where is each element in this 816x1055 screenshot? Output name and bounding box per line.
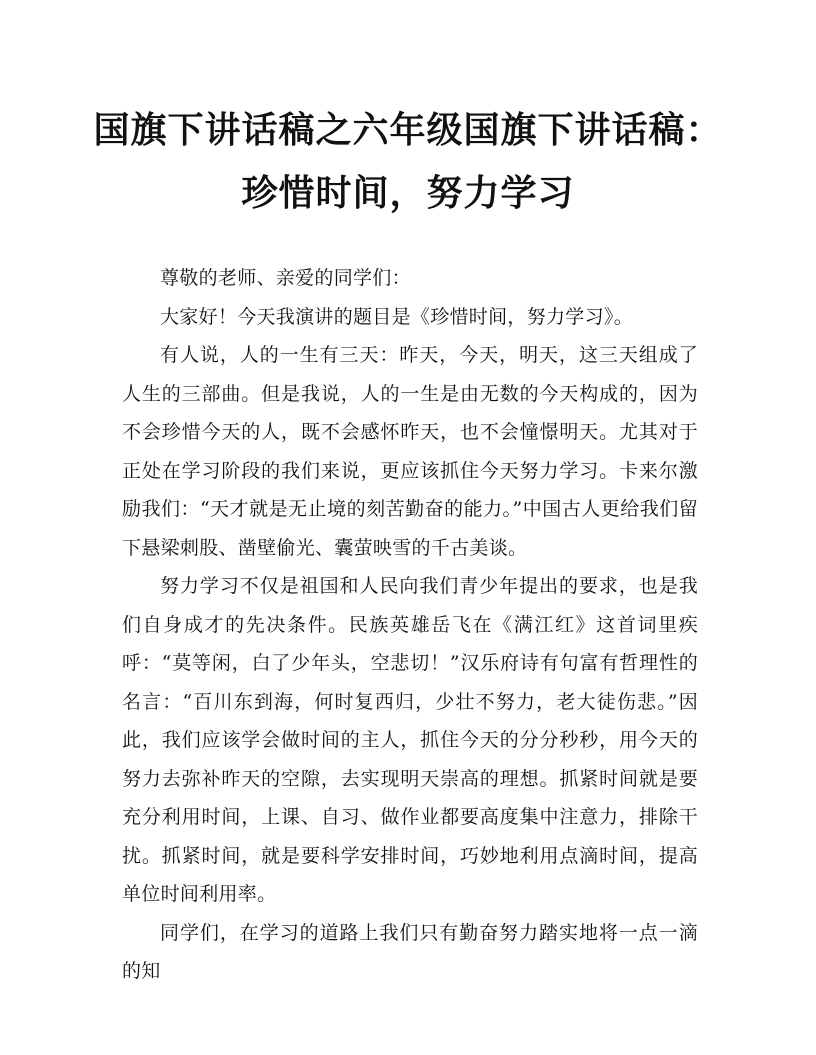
- paragraph-closing: 同学们，在学习的道路上我们只有勤奋努力踏实地将一点一滴的知: [122, 921, 698, 982]
- document-body: [122, 259, 698, 991]
- paragraph-greeting: 尊敬的老师、亲爱的同学们：: [160, 267, 411, 289]
- paragraph-intro: 大家好！今天我演讲的题目是《珍惜时间，努力学习》。: [160, 305, 634, 328]
- paragraph-study-hard: 努力学习不仅是祖国和人民向我们青少年提出的要求，也是我们自身成才的先决条件。民族英雄岳飞在《满江红》这首词里疾呼：“莫等闲，白了少年头，空悲切！”汉乐府诗有句富有哲理性的名言：“百川东到海，何时复西归，少壮不努力，老大徒伤悲。”因此，我们应该学会做时间的主人，抓住今天的分分秒秒，用今天的努力去弥补昨天的空隙，去实现明天崇高的理想。抓紧时间就是要充分利用时间，上课、自习、做作业都要高度集中注意力，排除干扰。抓紧时间，就是要科学安排时间，巧妙地利用点滴时间，提高单位时间利用率。: [122, 575, 698, 905]
- document-title-line1: 国旗下讲话稿之六年级国旗下讲话稿：: [93, 109, 723, 151]
- document-title-line2: 珍惜时间，努力学习: [241, 172, 575, 214]
- paragraph-three-days: 有人说，人的一生有三天：昨天，今天，明天，这三天组成了人生的三部曲。但是我说，人的一生是由无数的今天构成的，因为不会珍惜今天的人，既不会感怀昨天，也不会憧憬明天。尤其对于正处在学习阶段的我们来说，更应该抓住今天努力学习。卡来尔激励我们：“天才就是无止境的刻苦勤奋的能力。”中国古人更给我们留下悬梁刺股、凿壁偷光、囊萤映雪的千古美谈。: [122, 344, 698, 559]
